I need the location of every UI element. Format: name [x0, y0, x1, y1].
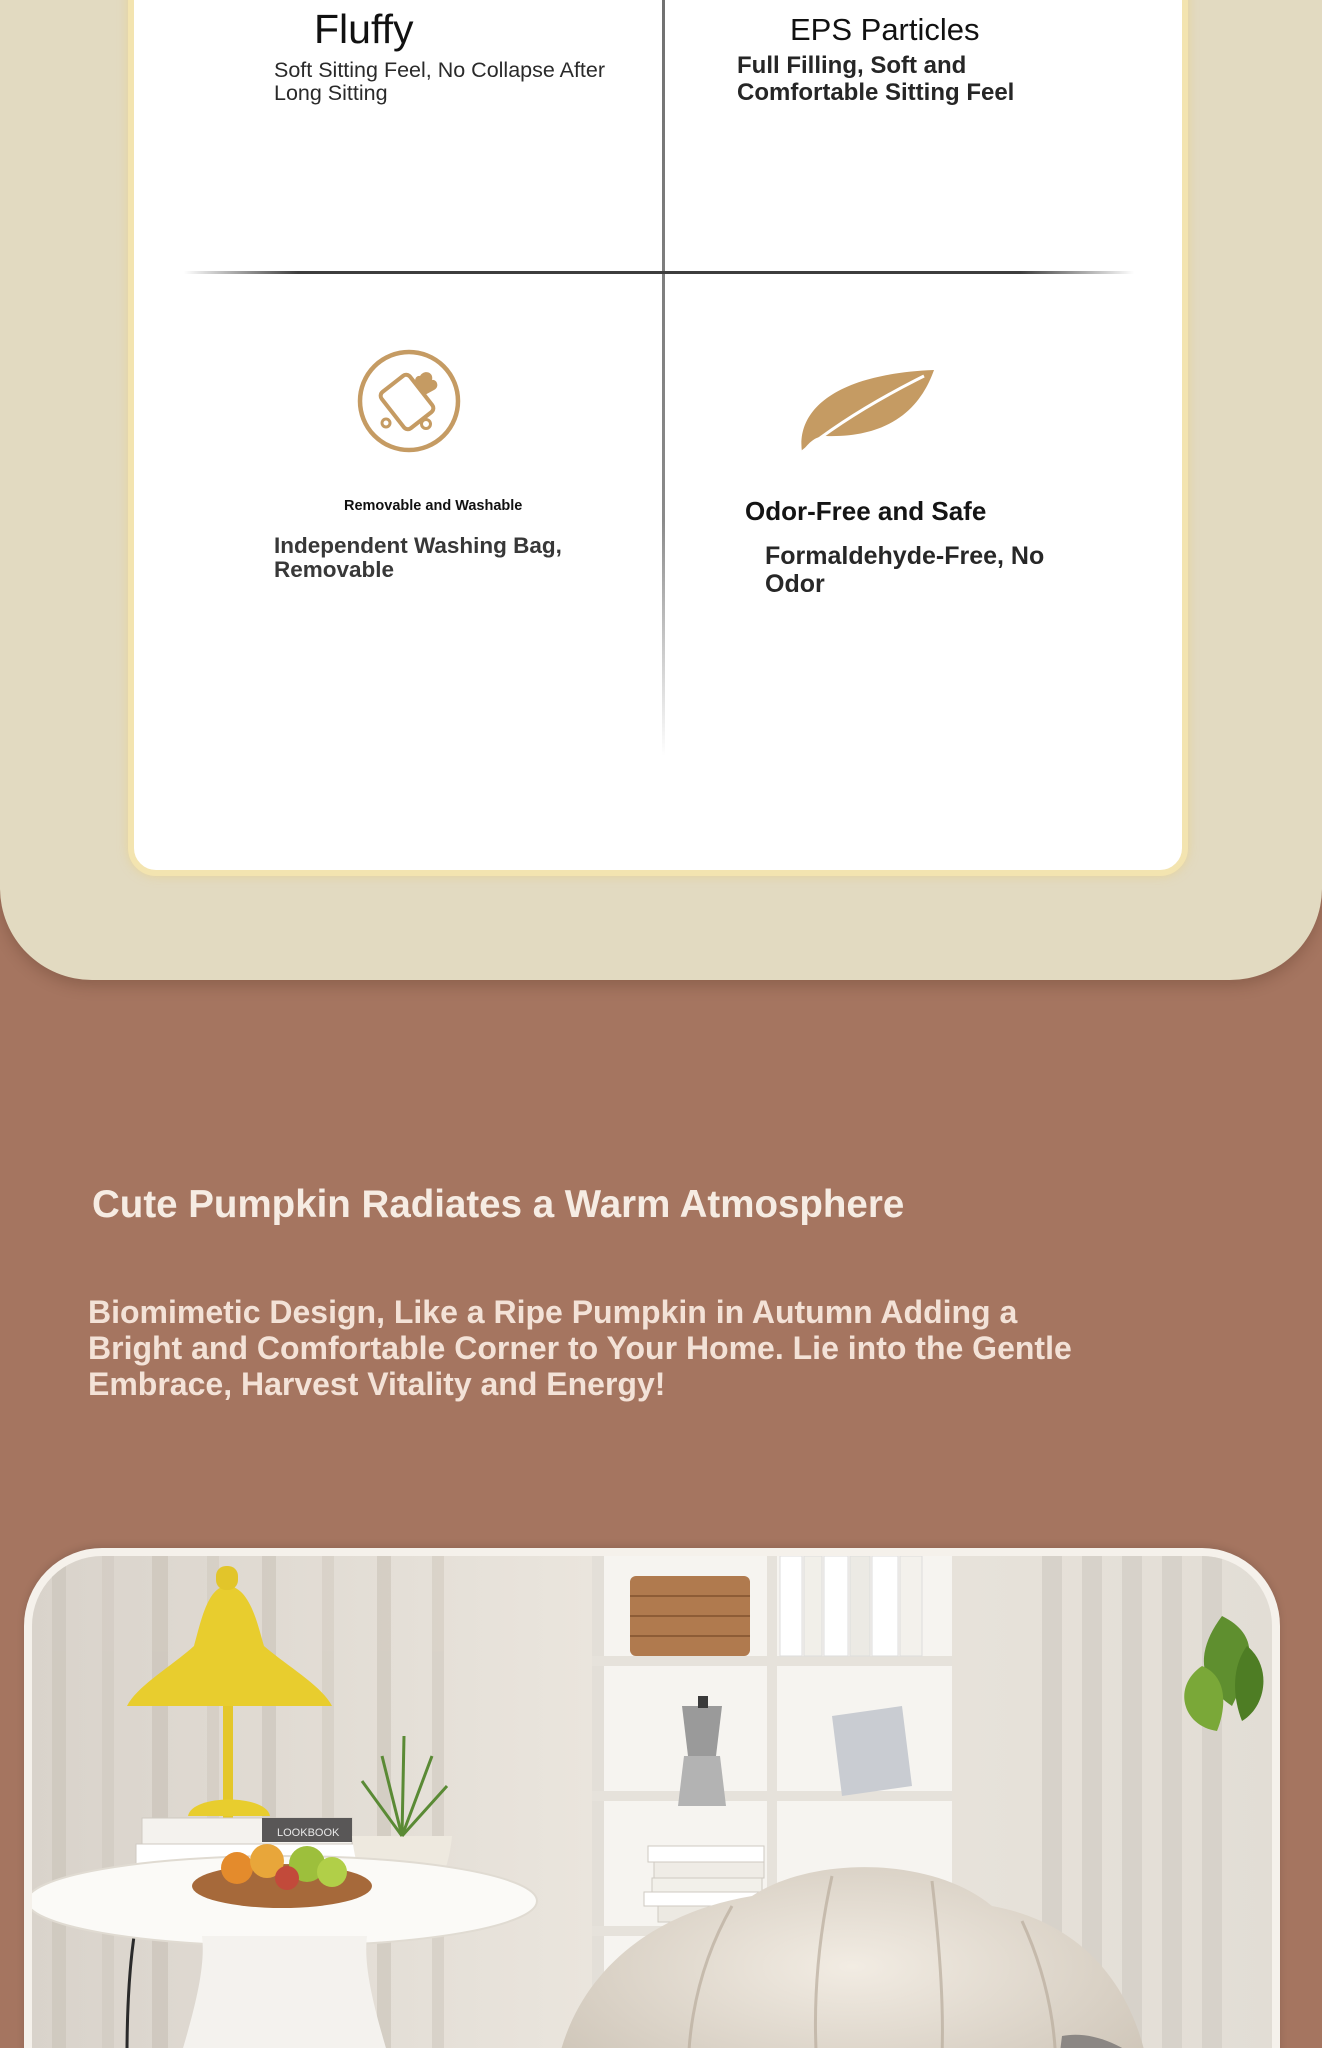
features-card	[128, 0, 1188, 876]
feature-odor-title: Odor-Free and Safe	[745, 496, 987, 526]
features-panel	[0, 0, 1322, 980]
feature-fluffy-description: Soft Sitting Feel, No Collapse After Long Sitting	[274, 58, 606, 105]
feature-eps-title: EPS Particles	[790, 12, 980, 47]
section-heading: Cute Pumpkin Radiates a Warm Atmosphere	[92, 1183, 905, 1226]
feature-odor-description: Formaldehyde-Free, No Odor	[765, 542, 1045, 598]
feature-removable-title: Removable and Washable	[344, 498, 523, 514]
vertical-divider	[662, 0, 665, 756]
feature-fluffy-title: Fluffy	[314, 6, 414, 52]
feature-removable-description: Independent Washing Bag, Removable	[274, 533, 562, 582]
washable-bag-icon	[356, 348, 462, 454]
horizontal-divider	[184, 271, 1134, 274]
section-paragraph: Biomimetic Design, Like a Ripe Pumpkin in Autumn Adding a Bright and Comfortable Corner to Your Home. Lie into the Gentle Embrace, Harvest Vitality and Energy!	[88, 1294, 1072, 1402]
leaf-icon	[794, 356, 944, 456]
feature-eps-description: Full Filling, Soft and Comfortable Sitting Feel	[737, 52, 1015, 106]
living-room-scene-image	[32, 1556, 1272, 2048]
book-spine-text: LOOKBOOK	[277, 1827, 340, 1839]
product-photo	[24, 1548, 1280, 2048]
